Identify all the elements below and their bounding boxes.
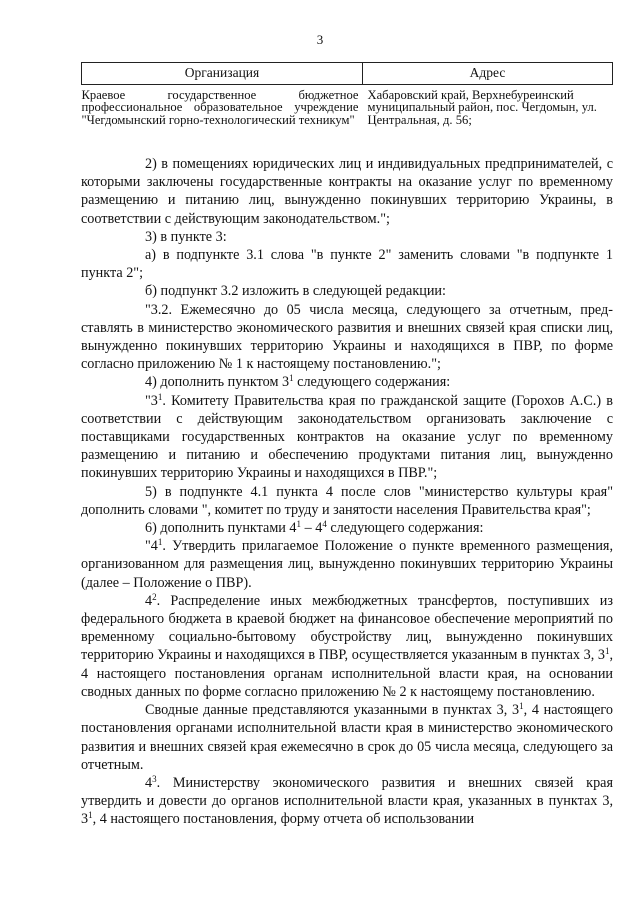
table-row [82,85,613,127]
superscript: 1 [289,373,294,384]
text: , 4 настоящего постановления, форму отчета об использовании [92,811,475,828]
text: 4 [145,592,153,609]
page-number: 3 [316,32,324,47]
paragraph: а) в подпункте 3.1 слова "в пункте 2" заменить словами "в подпункте 1 пункта 2"; [81,247,613,282]
text: . Министерству экономического развития и внешних связей края утвердить и довести до органов исполнительной власти края, указанных в пунктах 3, 3 [81,774,613,828]
superscript: 1 [157,537,163,548]
superscript: 1 [88,810,93,821]
text: 4) дополнить пунктом 3 [145,374,290,391]
superscript: 3 [152,773,157,784]
text: . Утвердить прилагаемое Положение о пункте временного размещения, организованном для размещения лиц, вынужденно покинувших территорию Украины (далее – Положение о ПВР). [81,538,613,591]
paragraph: 5) в подпункте 4.1 пункта 4 после слов "министерство культуры края" дополнить словами ", комитет по труду и занятости населения Правительства края"; [81,483,613,518]
organization-table [81,62,613,126]
text: "4 [145,538,158,555]
text: "3 [145,392,158,409]
paragraph [81,701,613,774]
text: следующего содержания: [293,374,451,391]
paragraph: "3.2. Ежемесячно до 05 числа месяца, следующего за отчетным, представлять в министерство экономического развития и внешних связей края списки лиц, вынужденно покинувших территорию Украины и находящихся в ПВР, по форме согласно приложению № 1 к настоящему постановлению."; [81,301,613,373]
superscript: 1 [519,701,524,712]
superscript: 4 [322,519,327,530]
table-header-row [82,63,613,85]
column-header-address: Адрес [363,63,613,85]
superscript: 2 [152,591,157,602]
superscript: 1 [296,519,302,530]
paragraph: 2) в помещениях юридических лиц и индивидуальных предпринимателей, с которыми заключены государственные контракты на оказание услуг по временному размещению и питанию лиц, вынужденно покинувших территорию Украины, в соответствии с действующим законодательством."; [81,156,613,227]
text: . Распределение иных межбюджетных трансфертов, поступивших из федерального бюджета в краевой бюджет на финансовое обеспечение мероприятий по временному социально-бытовому обустройству лиц, вынужденно покинувших территорию Украины и находящихся в ПВР, осуществляется указанным в пунктах 3, 3 [81,592,613,664]
paragraph [81,392,613,483]
paragraph [81,592,613,701]
paragraph [81,537,613,592]
document-body [81,155,613,829]
text: следующего содержания: [326,520,484,537]
superscript: 1 [604,646,610,657]
address-cell: Хабаровский край, Верхнебуреинский муниципальный район, пос. Чегдомын, ул. Центральная, д. 56; [367,88,597,127]
paragraph [81,519,613,537]
text: – 4 [301,520,323,537]
text: Сводные данные представляются указанными в пунктах 3, 3 [145,702,520,719]
text: , 4 настоящего постановления органам исполнительной власти края, на основании сводных данных по форме согласно приложению № 2 к настоящему постановлению. [81,647,613,700]
paragraph: 3) в пункте 3: [145,228,227,245]
text: 6) дополнить пунктами 4 [145,520,297,537]
paragraph [81,774,613,829]
superscript: 1 [157,391,163,402]
organization-cell: Краевое государственное бюджетное профессиональное образовательное учреждение "Чегдомынский горно-технологический техникум" [81,88,359,127]
text: , 4 настоящего постановления органами исполнительной власти края в министерство экономического развития и внешних связей края ежемесячно в срок до 05 числа месяца, следующего за отчетным. [81,702,613,773]
paragraph [81,373,613,391]
text: 4 [145,774,153,791]
paragraph: б) подпункт 3.2 изложить в следующей редакции: [145,283,446,300]
column-header-organization: Организация [82,63,363,85]
text: . Комитету Правительства края по гражданской защите (Горохов А.С.) в соответствии с действующим законодательством организовать заключение с поставщиками государственных контрактов на оказание услуг по временному размещению и питанию и обеспечению продуктами питания лиц, вынужденно покинувших территорию Украины и находящихся в ПВР."; [81,392,613,482]
